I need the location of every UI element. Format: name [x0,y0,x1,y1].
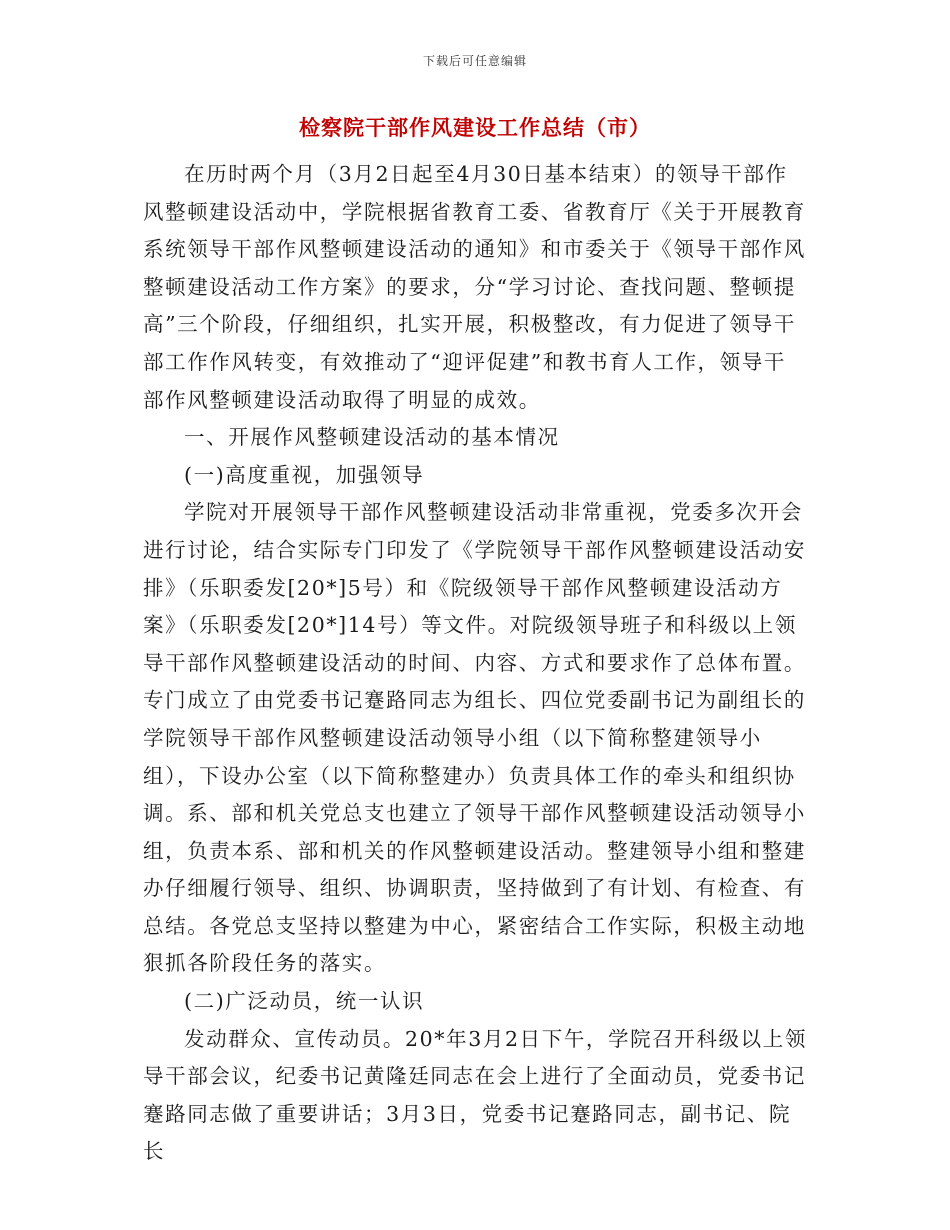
document-body [143,156,807,1171]
paragraph-intro: 在历时两个月（3月2日起至4月30日基本结束）的领导干部作风整顿建设活动中，学院根据省教育工委、省教育厅《关于开展教育系统领导干部作风整顿建设活动的通知》和市委关于《领导干部作风整顿建设活动工作方案》的要求，分“学习讨论、查找问题、整顿提高”三个阶段，仔细组织，扎实开展，积极整改，有力促进了领导干部工作作风转变，有效推动了“迎评促建”和教书育人工作，领导干部作风整顿建设活动取得了明显的成效。 [143,162,806,412]
page-header: 下载后可任意编辑 [422,54,527,68]
paragraph-mobilization: 发动群众、宣传动员。20*年3月2日下午，学院召开科级以上领导干部会议，纪委书记黄隆廷同志在会上进行了全面动员，党委书记蹇路同志做了重要讲话；3月3日，党委书记蹇路同志，副书记、院长 [143,1026,807,1164]
document-title: 检察院干部作风建设工作总结（市） [299,115,651,140]
section-heading-1: 一、开展作风整顿建设活动的基本情况 [184,425,560,450]
subsection-heading-2: (二)广泛动员，统一认识 [184,989,425,1014]
subsection-heading-1: (一)高度重视，加强领导 [184,462,425,487]
paragraph-leadership: 学院对开展领导干部作风整顿建设活动非常重视，党委多次开会进行讨论，结合实际专门印发了《学院领导干部作风整顿建设活动安排》（乐职委发[20*]5号）和《院级领导干部作风整顿建设活动方案》（乐职委发[20*]14号）等文件。对院级领导班子和科级以上领导干部作风整顿建设活动的时间、内容、方式和要求作了总体布置。专门成立了由党委书记蹇路同志为组长、四位党委副书记为副组长的学院领导干部作风整顿建设活动领导小组（以下简称整建领导小组），下设办公室（以下简称整建办）负责具体工作的牵头和组织协调。系、部和机关党总支也建立了领导干部作风整顿建设活动领导小组，负责本系、部和机关的作风整顿建设活动。整建领导小组和整建办仔细履行领导、组织、协调职责，坚持做到了有计划、有检查、有总结。各党总支坚持以整建为中心，紧密结合工作实际，积极主动地狠抓各阶段任务的落实。 [143,500,806,976]
